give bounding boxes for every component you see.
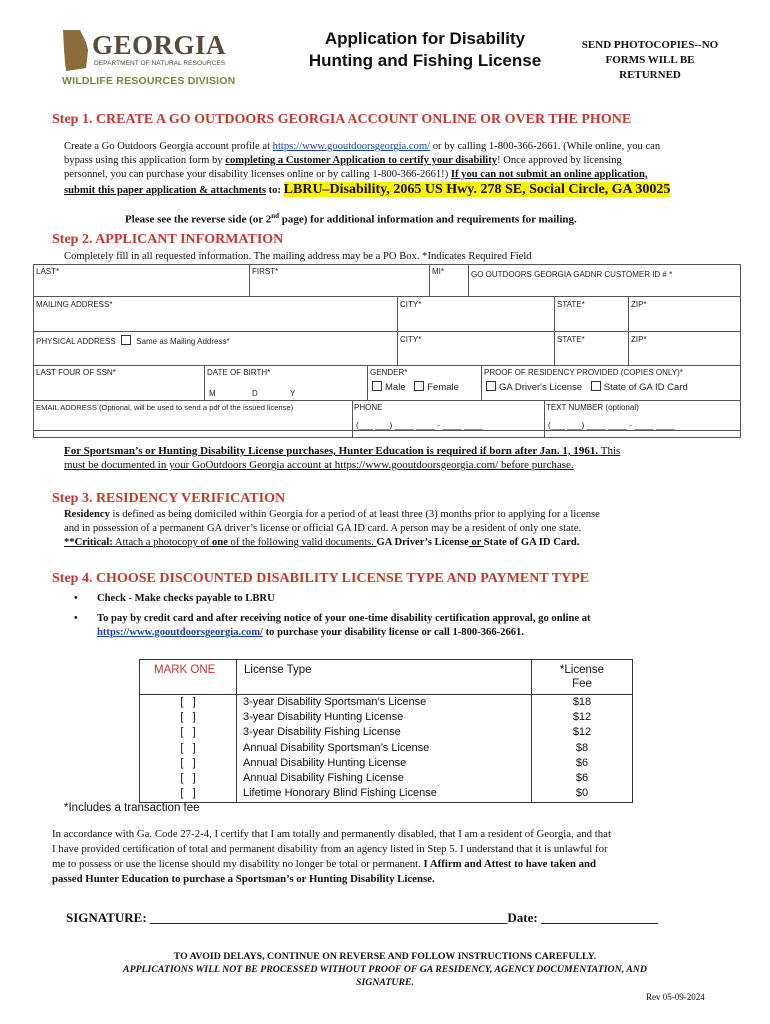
license-row (140, 725, 632, 740)
license-fee: $0 (575, 787, 589, 800)
license-fee: $6 (575, 756, 589, 769)
gender-label: GENDER* (370, 368, 408, 377)
certification-text: In accordance with Ga. Code 27-2-4, I certify that I am totally and permanently disabled, that I am a resident of Georgia, and that I have provided certification of total and permanent disability from an agency listed in Step 5. I understand that it is unlawful for me to possess or use the license should my disability no longer be total or permanent. I Affirm and Attest to have taken and passed Hunter Education to purchase a Sportsman’s or Hunting Disability License. (52, 828, 611, 885)
license-mark-box[interactable]: [ ] (180, 756, 196, 769)
phone-field[interactable]: (___ ___) ____ ____ - ____ ____ (356, 420, 483, 430)
license-type: 3-year Disability Sportsman’s License (243, 696, 427, 708)
license-row (140, 756, 632, 771)
license-type: Annual Disability Fishing License (243, 771, 404, 784)
gooutdoors-link[interactable]: https://www.gooutdoorsgeorgia.com/ (272, 141, 431, 152)
revision-date: Rev 05-09-2024 (646, 992, 705, 1002)
customer-id-field[interactable]: GO OUTDOORS GEORGIA GADNR CUSTOMER ID # * (471, 270, 673, 279)
physical-state-field[interactable]: STATE* (557, 335, 585, 344)
step3-heading: Step 3. RESIDENCY VERIFICATION (52, 491, 286, 506)
license-mark-box[interactable]: [ ] (180, 726, 196, 739)
georgia-state-outline-icon (60, 28, 90, 74)
license-fee: $18 (572, 696, 592, 708)
email-field[interactable]: EMAIL ADDRESS (Optional, will be used to send a pdf of the issued license) (36, 403, 294, 412)
ssn-field[interactable]: LAST FOUR OF SSN* (36, 368, 116, 377)
date-label: Date: (507, 910, 541, 925)
step1-heading: Step 1. CREATE A GO OUTDOORS GEORGIA ACCOUNT ONLINE OR OVER THE PHONE (52, 112, 632, 127)
mailing-city-field[interactable]: CITY* (400, 300, 422, 309)
text-number-field[interactable]: (___ ___) ____ ____ - ____ ____ (548, 420, 675, 430)
ga-drivers-license-checkbox[interactable] (486, 381, 496, 391)
step4-heading: Step 4. CHOOSE DISCOUNTED DISABILITY LICENSE TYPE AND PAYMENT TYPE (52, 571, 590, 586)
same-as-mailing-checkbox[interactable] (121, 335, 131, 345)
license-type-table (139, 659, 633, 803)
dob-day-label: D (252, 389, 258, 398)
license-fee: $12 (572, 711, 592, 724)
license-type: Annual Disability Sportsman’s License (243, 741, 430, 754)
license-fee: $8 (575, 741, 589, 754)
signature-label: SIGNATURE: (66, 910, 150, 925)
male-checkbox[interactable] (372, 381, 382, 391)
license-row (140, 786, 632, 801)
footer-instructions: TO AVOID DELAYS, CONTINUE ON REVERSE AND FOLLOW INSTRUCTIONS CAREFULLY. APPLICATIONS WILL NOT BE PROCESSED WITHOUT PROOF OF GA RESIDENCY, AGENCY DOCUMENTATION, AND SIGNATURE. (123, 951, 647, 988)
license-fee: $12 (572, 726, 592, 739)
license-type: 3-year Disability Hunting License (243, 711, 404, 724)
mailing-address-field[interactable]: MAILING ADDRESS* (36, 300, 113, 309)
ga-id-card-checkbox[interactable] (591, 381, 601, 391)
license-mark-box[interactable]: [ ] (180, 696, 196, 708)
license-row (140, 695, 632, 710)
dob-year-label: Y (290, 389, 296, 398)
female-checkbox[interactable] (414, 381, 424, 391)
text-number-label: TEXT NUMBER (optional) (546, 403, 639, 412)
license-type: 3-year Disability Fishing License (243, 726, 401, 739)
license-mark-box[interactable]: [ ] (180, 711, 196, 724)
license-type: Lifetime Honorary Blind Fishing License (243, 787, 437, 800)
mailing-state-field[interactable]: STATE* (557, 300, 585, 309)
gender-options: Male Female (372, 381, 459, 393)
license-type-header: License Type (244, 664, 312, 676)
step2-intro: Completely fill in all requested information. The mailing address may be a PO Box. *Indicates Required Field (64, 251, 532, 262)
license-row (140, 771, 632, 786)
reverse-side-note: Please see the reverse side (or 2nd page) for additional information and requirements for mailing. (125, 212, 577, 226)
physical-zip-field[interactable]: ZIP* (631, 335, 647, 344)
physical-address-field[interactable]: PHYSICAL ADDRESS Same as Mailing Address* (36, 337, 230, 346)
license-row (140, 741, 632, 756)
mark-one-header: MARK ONE (154, 664, 216, 676)
step1-body: Create a Go Outdoors Georgia account profile at https://www.gooutdoorsgeorgia.com/ or by calling 1-800-366-2661. (While online, you can bypass using this application form by completing a Customer Application to certify your disability! Once approved by licensing personnel, you can purchase your disability licenses online or by calling 1-800-366-2661!) If you can not submit an online application, submit this paper application & attachments to: LBRU–Disability, 2065 US Hwy. 278 SE, Social Circle, GA 30025 (64, 141, 671, 197)
license-type: Annual Disability Hunting License (243, 756, 407, 769)
license-row (140, 710, 632, 725)
step3-body: Residency is defined as being domiciled within Georgia for a period of at least three (3) months prior to applying for a license and in possession of a permanent GA driver’s license or official GA ID card. A person may be a resident of only one state. **Critical: Attach a photocopy of one of the following valid documents. GA Driver’s License or State of GA ID Card. (64, 509, 600, 548)
purchase-link[interactable]: https://www.gooutdoorsgeorgia.com/ (97, 627, 263, 638)
license-mark-box[interactable]: [ ] (180, 741, 196, 754)
hunter-education-note: For Sportsman’s or Hunting Disability License purchases, Hunter Education is required if born after Jan. 1, 1961. This must be documented in your GoOutdoors Georgia account at https://www.gooutdoorsgeorgia.com/ before purchase. (64, 445, 621, 471)
license-mark-box[interactable]: [ ] (180, 771, 196, 784)
logo (60, 28, 260, 90)
phone-label: PHONE (354, 403, 383, 412)
last-name-field[interactable]: LAST* (36, 267, 60, 276)
license-mark-box[interactable]: [ ] (180, 787, 196, 800)
photocopy-notice: SEND PHOTOCOPIES--NO FORMS WILL BE RETURNED (581, 39, 719, 81)
residency-options: GA Driver's License State of GA ID Card (486, 381, 688, 393)
license-fee: $6 (575, 771, 589, 784)
division-name: WILDLIFE RESOURCES DIVISION (62, 75, 236, 87)
agency-subtitle: DEPARTMENT OF NATURAL RESOURCES (94, 60, 226, 67)
proof-of-residency-label: PROOF OF RESIDENCY PROVIDED (COPIES ONLY)* (484, 368, 683, 377)
license-fee-header: *License Fee (559, 664, 605, 690)
mailing-address: LBRU–Disability, 2065 US Hwy. 278 SE, Social Circle, GA 30025 (283, 182, 671, 197)
step2-heading: Step 2. APPLICANT INFORMATION (52, 232, 284, 247)
signature-field[interactable]: _______________________________________________________ (149, 910, 508, 925)
first-name-field[interactable]: FIRST* (252, 267, 279, 276)
agency-name: GEORGIA (92, 30, 227, 60)
mailing-zip-field[interactable]: ZIP* (631, 300, 647, 309)
transaction-fee-note: *Includes a transaction fee (64, 802, 200, 814)
dob-month-label: M (209, 389, 216, 398)
payment-options: • Check - Make checks payable to LBRU • To pay by credit card and after receiving notice of your one-time disability certification approval, go online at https://www.gooutdoorsgeorgia.com/ to purchase your disability license or call 1-800-366-2661. (74, 593, 591, 638)
form-title: Application for Disability Hunting and Fishing License (308, 29, 542, 70)
signature-line (66, 910, 658, 926)
physical-city-field[interactable]: CITY* (400, 335, 422, 344)
dob-field[interactable]: DATE OF BIRTH* (207, 368, 271, 377)
date-field[interactable]: __________________ (541, 910, 658, 925)
applicant-info-grid (33, 264, 741, 438)
middle-initial-field[interactable]: MI* (432, 267, 444, 276)
